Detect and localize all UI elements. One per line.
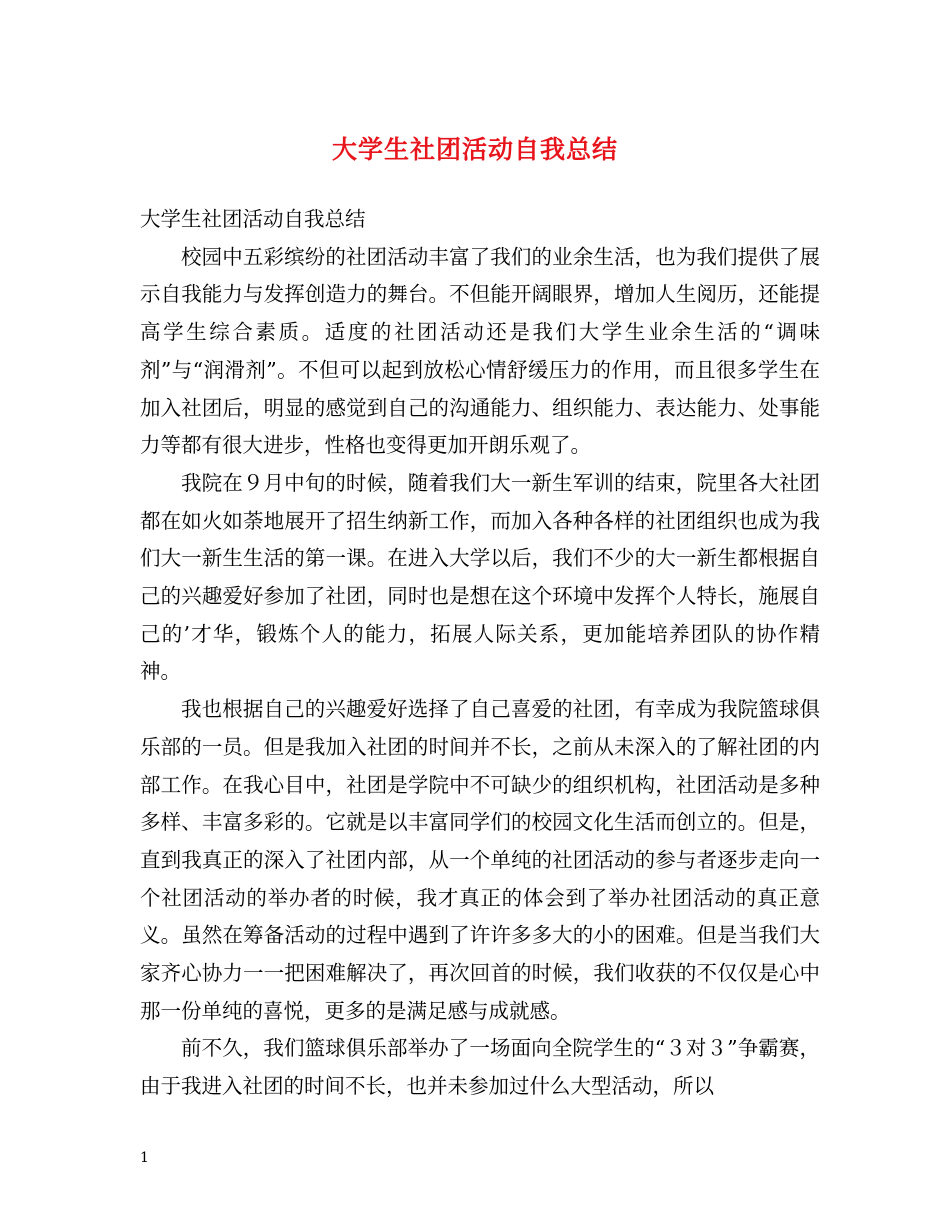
document-subtitle: 大学生社团活动自我总结 xyxy=(140,207,366,231)
page-number: 1 xyxy=(140,1150,149,1166)
document-title: 大学生社团活动自我总结 xyxy=(331,135,618,164)
paragraph-4: 前不久，我们篮球俱乐部举办了一场面向全院学生的“３对３”争霸赛，由于我进入社团的时间不长，也并未参加过什么大型活动，所以 xyxy=(140,1036,820,1099)
paragraph-3: 我也根据自己的兴趣爱好选择了自己喜爱的社团，有幸成为我院篮球俱乐部的一员。但是我加入社团的时间并不长，之前从未深入的了解社团的内部工作。在我心目中，社团是学院中不可缺少的组织机构，社团活动是多种多样、丰富多彩的。它就是以丰富同学们的校园文化生活而创立的。但是，直到我真正的深入了社团内部，从一个单纯的社团活动的参与者逐步走向一个社团活动的举办者的时候，我才真正的体会到了举办社团活动的真正意义。虽然在筹备活动的过程中遇到了许许多多大的小的困难。但是当我们大家齐心协力一一把困难解决了，再次回首的时候，我们收获的不仅仅是心中那一份单纯的喜悦，更多的是满足感与成就感。 xyxy=(140,697,820,1023)
paragraph-2: 我院在９月中旬的时候，随着我们大一新生军训的结束，院里各大社团都在如火如荼地展开了招生纳新工作，而加入各种各样的社团组织也成为我们大一新生生活的第一课。在进入大学以后，我们不少的大一新生都根据自己的兴趣爱好参加了社团，同时也是想在这个环境中发挥个人特长，施展自己的’才华，锻炼个人的能力，拓展人际关系，更加能培养团队的协作精神。 xyxy=(140,470,820,684)
document-body xyxy=(140,201,820,1106)
paragraph-1: 校园中五彩缤纷的社团活动丰富了我们的业余生活，也为我们提供了展示自我能力与发挥创造力的舞台。不但能开阔眼界，增加人生阅历，还能提高学生综合素质。适度的社团活动还是我们大学生业余生活的“调味剂”与“润滑剂”。不但可以起到放松心情舒缓压力的作用，而且很多学生在加入社团后，明显的感觉到自己的沟通能力、组织能力、表达能力、处事能力等都有很大进步，性格也变得更加开朗乐观了。 xyxy=(140,244,820,458)
